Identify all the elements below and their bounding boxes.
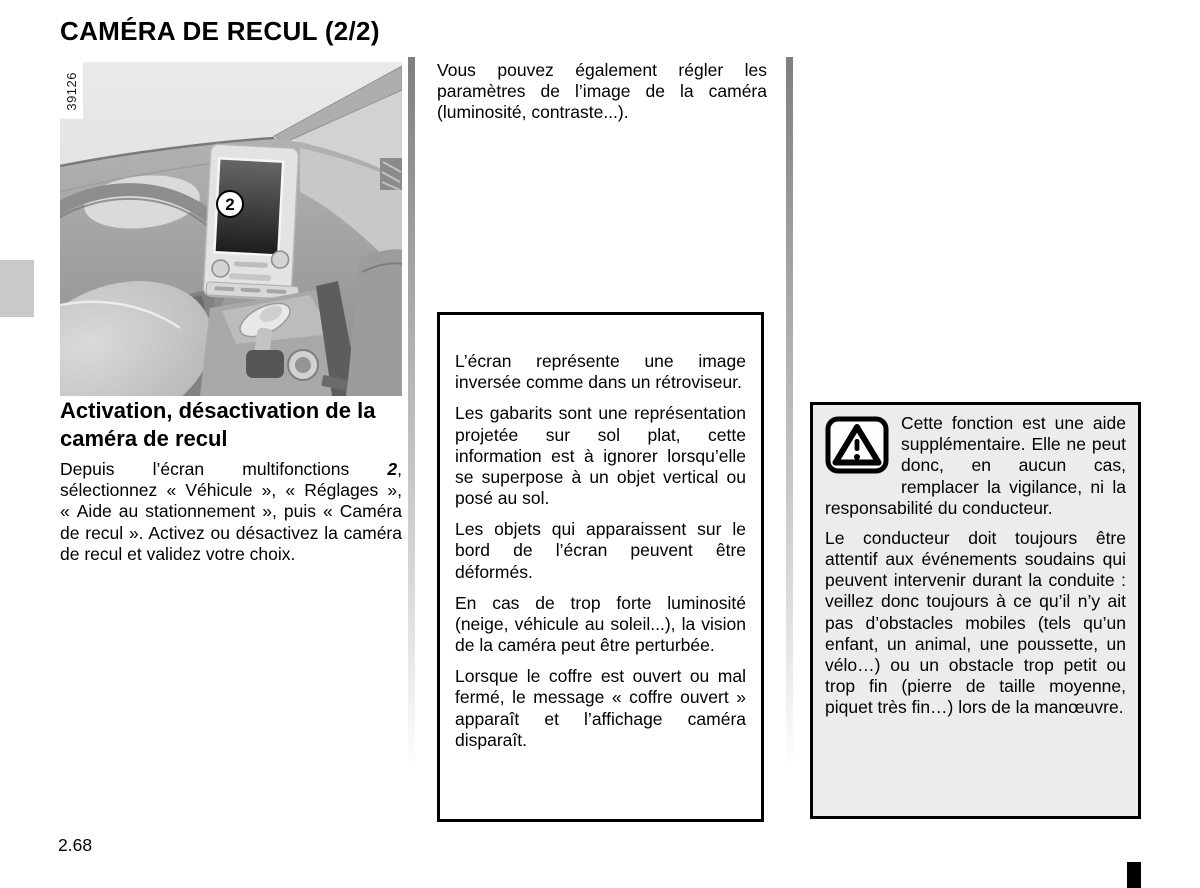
- column-divider-left: [408, 57, 415, 769]
- activation-paragraph-suffix: , sélectionnez « Véhicule », « Réglages », « Aide au stationnement », puis « Caméra de recul ». Activez ou désactivez la caméra de recul et validez votre choix.: [60, 459, 402, 564]
- warning-paragraph: Cette fonction est une aide supplémentaire. Elle ne peut donc, en aucun cas, remplacer la vigilance, ni la responsabilité du conducteur.: [825, 413, 1126, 518]
- screen-callout-badge: 2: [216, 190, 244, 218]
- figure-number-label: 39126: [60, 62, 83, 119]
- page-edge-marker: [1127, 862, 1141, 888]
- page-title: CAMÉRA DE RECUL (2/2): [60, 16, 380, 46]
- activation-paragraph-prefix: Depuis l’écran multifonctions: [60, 459, 388, 479]
- camera-settings-paragraph: Vous pouvez également régler les paramètres de l’image de la caméra (luminosité, contraste...).: [437, 60, 767, 123]
- activation-paragraph: [60, 459, 402, 565]
- warning-paragraph: Le conducteur doit toujours être attentif aux événements soudains qui peuvent intervenir durant la conduite : veillez donc toujours à ce qu’il n’y ait pas d’obstacles mobiles (tels qu’un enfant, un animal, une poussette, un vélo…) ou un obstacle trop petit ou trop fin (pierre de taille moyenne, piquet très fin…) lors de la manœuvre.: [825, 527, 1126, 718]
- info-paragraph: En cas de trop forte luminosité (neige, véhicule au soleil...), la vision de la caméra peut être perturbée.: [455, 592, 746, 656]
- dashboard-figure: [60, 62, 402, 396]
- warning-box: [810, 402, 1141, 819]
- page-number: 2.68: [58, 835, 93, 855]
- info-paragraph: Les gabarits sont une représentation projetée sur sol plat, cette information est à ignorer lorsqu’elle se superpose à un objet vertical ou posé au sol.: [455, 403, 746, 509]
- info-paragraph: L’écran représente une image inversée comme dans un rétroviseur.: [455, 351, 746, 393]
- column-divider-right: [786, 57, 793, 769]
- screen-reference-number: 2: [387, 459, 398, 479]
- dashboard-illustration: [60, 62, 402, 396]
- info-box: [437, 312, 764, 822]
- section-tab-marker: [0, 260, 34, 317]
- info-paragraph: Lorsque le coffre est ouvert ou mal fermé, le message « coffre ouvert » apparaît et l’affichage caméra disparaît.: [455, 666, 746, 750]
- info-paragraph: Les objets qui apparaissent sur le bord de l’écran peuvent être déformés.: [455, 519, 746, 582]
- warning-triangle-icon: [825, 416, 889, 474]
- section-heading: Activation, désactivation de la caméra de recul: [60, 398, 376, 451]
